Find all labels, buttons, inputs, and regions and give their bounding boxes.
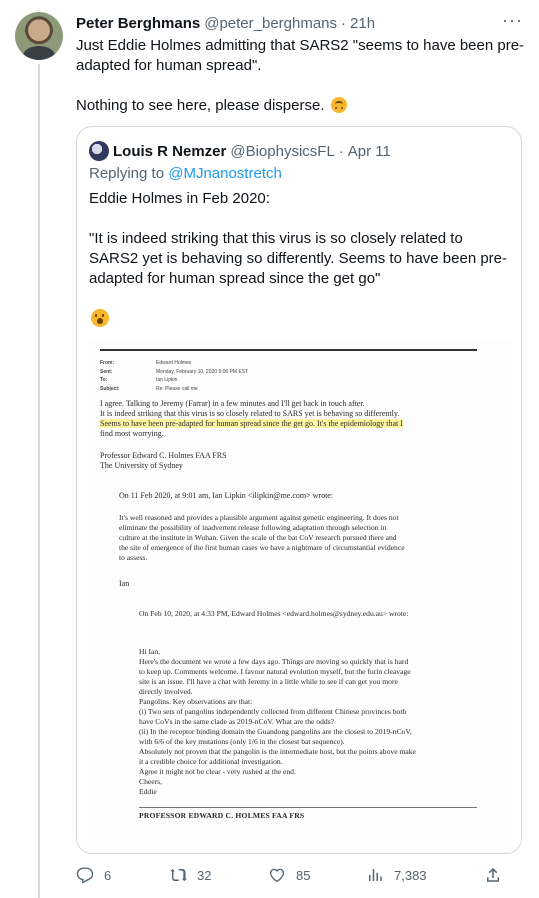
email-line: Agree it might not be clear - very rushed at the end.: [139, 767, 296, 776]
tweet-header: [76, 13, 527, 33]
reply-button[interactable]: [76, 866, 111, 884]
email-line: Absolutely not proven that the pangolin is the intermediate host, but the points above make: [139, 747, 416, 756]
views-button[interactable]: [366, 866, 427, 884]
email-line: Pangolins. Key observations are that:: [139, 697, 253, 706]
doc-footer-rule: [139, 807, 477, 808]
lipkin-header: On 11 Feb 2020, at 9:01 am, Ian Lipkin <ilipkin@me.com> wrote:: [119, 491, 334, 500]
replying-to-label: Replying to: [89, 165, 165, 182]
quote-timestamp: Apr 11: [347, 142, 391, 160]
lipkin-sign: Ian: [119, 579, 130, 588]
email-line: (i) Two sets of pangolins independently collected from different Chinese provinces both: [139, 707, 407, 716]
email-line: Hi Ian,: [139, 647, 161, 656]
meta-key: Subject:: [100, 385, 120, 392]
email-line: it a credible choice for additional investigation.: [139, 757, 283, 766]
email-line: to keep up. Comments welcome. I favour natural evolution myself, but the furin cleavage: [139, 667, 411, 676]
share-button[interactable]: [484, 866, 512, 884]
like-button[interactable]: [268, 866, 310, 884]
meta-row: [100, 359, 248, 368]
email-screenshot-image[interactable]: [89, 341, 511, 847]
doc-footer-signature: PROFESSOR EDWARD C. HOLMES FAA FRS: [139, 811, 305, 820]
email-line: (ii) In the receptor binding domain the Guandong pangolins are the closest to 2019-nCoV,: [139, 727, 412, 736]
tweet-text-line-1: Just Eddie Holmes admitting that SARS2 "seems to have been pre-adapted for human spread".: [76, 37, 525, 74]
retweet-button[interactable]: [169, 866, 211, 884]
highlighted-email-line: Seems to have been pre-adapted for human spread since the get go. It's the epidemiology that I: [100, 419, 403, 428]
meta-row: [100, 385, 248, 394]
meta-key: Sent:: [100, 368, 113, 375]
email-line: It's well reasoned and provides a plausible argument against genetic engineering. It does not: [119, 513, 399, 522]
analytics-icon: [366, 866, 384, 884]
share-icon: [484, 866, 502, 884]
email-line: culture at the institute in Wuhan. Given the scale of the bat CoV research pursued there and: [119, 533, 397, 542]
email-line: I agree. Talking to Jeremy (Farrar) in a few minutes and I'll get back in touch after.: [100, 399, 365, 408]
tweet-timestamp[interactable]: 21h: [350, 14, 376, 32]
meta-value: Ian Lipkin: [156, 377, 178, 383]
meta-value: Re: Please call me: [156, 385, 198, 392]
email-line: site is an issue. I'll have a chat with Jeremy in a little while to see if can get you more: [139, 677, 398, 686]
meta-row: [100, 376, 248, 385]
reply-count: 6: [104, 867, 112, 883]
email-line: It is indeed striking that this virus is so closely related to SARS yet is behaving so differently.: [100, 409, 400, 418]
quote-author-handle: @BiophysicsFL: [230, 142, 335, 160]
quote-author-name: Louis R Nemzer: [113, 142, 227, 160]
reply-icon: [76, 866, 94, 884]
email-meta: [100, 359, 248, 393]
email-line: with 6/6 of the key mutations (only 1/6 in the closest bat sequence).: [139, 737, 345, 746]
email-line: to assess.: [119, 553, 148, 562]
separator-dot: ·: [341, 14, 347, 32]
more-options-icon[interactable]: ···: [502, 10, 523, 30]
meta-row: [100, 368, 248, 377]
tweet-action-bar: [76, 866, 506, 888]
email-line: Cheers,: [139, 777, 162, 786]
views-count: 7,383: [394, 867, 427, 883]
holmes-header: On Feb 10, 2020, at 4:33 PM, Edward Holmes <edward.holmes@sydney.edu.au> wrote:: [139, 609, 409, 618]
email-line: Here's the document we wrote a few days ago. Things are moving so quickly that is hard: [139, 657, 409, 666]
email-line: eliminate the possibility of inadvertent release following adaptation through selection in: [119, 523, 387, 532]
holmes-body: [139, 647, 416, 797]
heart-icon: [268, 866, 286, 884]
doc-top-rule: [100, 349, 477, 351]
author-handle[interactable]: @peter_berghmans: [204, 14, 338, 32]
meta-value: Edward Holmes: [156, 360, 192, 366]
meta-value: Monday, February 10, 2020 5:06 PM EST: [156, 368, 249, 375]
like-count: 85: [296, 867, 311, 883]
email-line: directly involved.: [139, 687, 193, 696]
email-line: have CoVs in the same clade as 2019-nCoV. What are the odds?: [139, 717, 334, 726]
quote-emoji-line: [89, 309, 511, 330]
email-line: Eddie: [139, 787, 157, 796]
email-line: find most worrying.: [100, 429, 164, 438]
quote-separator-dot: ·: [338, 142, 344, 160]
author-name[interactable]: Peter Berghmans: [76, 14, 201, 32]
email-signature: [100, 451, 227, 471]
tweet-body: [76, 36, 526, 116]
quote-author-avatar: [89, 141, 109, 161]
lipkin-body: [119, 513, 405, 563]
replying-to: [89, 165, 282, 182]
thread-connector-line: [38, 64, 40, 898]
upside-down-face-icon: [331, 97, 347, 113]
retweet-icon: [169, 866, 187, 884]
tweet-text-line-2: [76, 96, 526, 116]
email-paragraph-1: [100, 399, 403, 439]
quote-text-line-1: Eddie Holmes in Feb 2020:: [89, 190, 270, 207]
quote-header: [89, 141, 391, 161]
retweet-count: 32: [197, 867, 212, 883]
quoted-tweet[interactable]: [76, 126, 522, 854]
signature-line: Professor Edward C. Holmes FAA FRS: [100, 451, 227, 460]
tweet-text-line-2-content: Nothing to see here, please disperse.: [76, 97, 325, 114]
meta-key: To:: [100, 377, 108, 383]
quote-body: [89, 189, 511, 330]
email-line: the site of emergence of the first human cases we have a nightmare of circumstantial evidence: [119, 543, 405, 552]
replying-to-mention[interactable]: @MJnanostretch: [168, 165, 282, 182]
quote-text-line-2: "It is indeed striking that this virus is so closely related to SARS2 yet is behaving so differently. Seems to have been pre-adapted for human spread since the get go": [89, 230, 508, 287]
astonished-face-icon: [91, 309, 109, 327]
author-avatar[interactable]: [15, 12, 63, 60]
meta-key: From:: [100, 360, 115, 366]
signature-line: The University of Sydney: [100, 461, 183, 470]
